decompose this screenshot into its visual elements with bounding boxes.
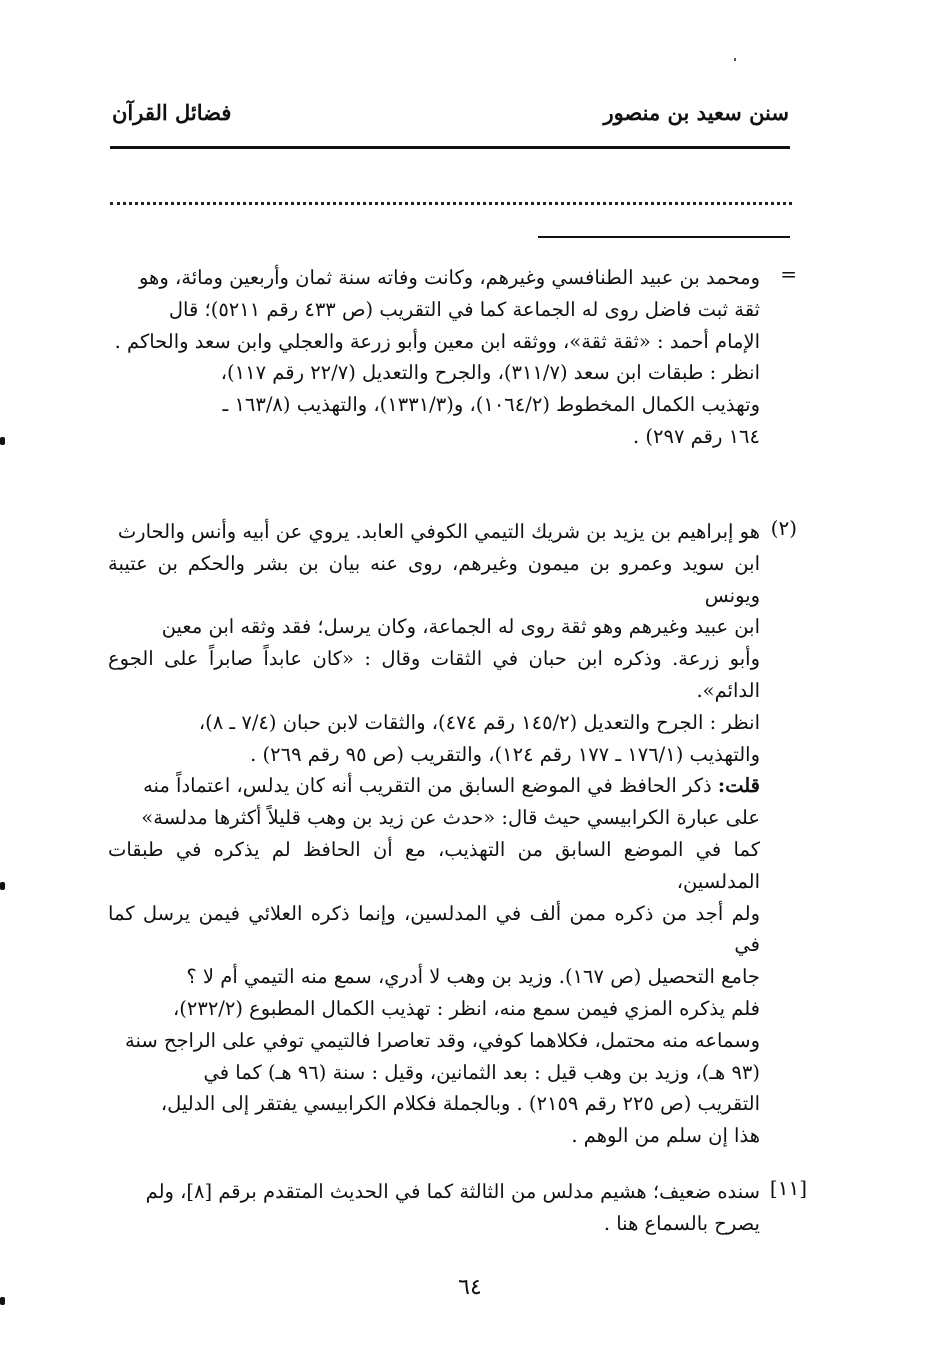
text-line: ١٦٤ رقم ٢٩٧) .	[633, 424, 760, 448]
footnote-2-marker: (٢)	[770, 516, 797, 540]
text-line: ومحمد بن عبيد الطنافسي وغيرهم، وكانت وفاته سنة ثمان وأربعين ومائة، وهو	[138, 266, 760, 289]
text-line: جامع التحصيل (ص ١٦٧). وزيد بن وهب لا أدري، سمع منه التيمي أم لا ؟	[186, 965, 760, 989]
dotted-separator	[110, 202, 792, 205]
footnote-continuation	[108, 262, 760, 453]
text-line: هو إبراهيم بن يزيد بن شريك التيمي الكوفي العابد. يروي عن أبيه وأنس والحارث	[117, 520, 760, 543]
text-line: انظر : طبقات ابن سعد (٣١١/٧)، والجرح والتعديل (٢٢/٧ رقم ١١٧)،	[220, 361, 760, 385]
footnote-2	[108, 516, 760, 1152]
footnote-11	[108, 1176, 760, 1240]
footnote-11-marker: [١١]	[769, 1176, 807, 1200]
text-line: وتهذيب الكمال المخطوط (١٠٦٤/٢)، و(١٣٣١/٣)، والتهذيب (١٦٣/٨ ـ	[222, 393, 760, 417]
text-line: سنده ضعيف؛ هشيم مدلس من الثالثة كما في الحديث المتقدم برقم [٨]، ولم	[145, 1180, 760, 1203]
text-line: ابن سويد وعمرو بن ميمون وغيرهم، روى عنه بيان بن بشر والحكم بن عتيبة ويونس	[108, 551, 760, 607]
text-line: هذا إن سلم من الوهم .	[571, 1124, 760, 1148]
text-line: انظر : الجرح والتعديل (١٤٥/٢ رقم ٤٧٤)، والثقات لابن حبان (٧/٤ ـ ٨)،	[198, 710, 760, 734]
running-header-section-title: فضائل القرآن	[112, 100, 232, 125]
text-line: وسماعه منه محتمل، فكلاهما كوفي، وقد تعاصرا فالتيمي توفي على الراجح سنة	[125, 1028, 760, 1052]
text-line: فلم يذكره المزي فيمن سمع منه، انظر : تهذيب الكمال المطبوع (٢٣٢/٢)،	[172, 996, 760, 1020]
text-line: ولم أجد من ذكره ممن ألف في المدلسين، وإنما ذكره العلائي فيمن يرسل كما في	[108, 901, 760, 957]
text-line: على عبارة الكرابيسي حيث قال: «حدث عن زيد بن وهب قليلاً أكثرها مدلسة»	[141, 806, 760, 830]
scan-mark	[0, 1297, 5, 1305]
text-line: ثقة ثبت فاضل روى له الجماعة كما في التقريب (ص ٤٣٣ رقم ٥٢١١)؛ قال	[168, 297, 760, 321]
text-line: ابن عبيد وغيرهم وهو ثقة روى له الجماعة، وكان يرسل؛ فقد وثقه ابن معين	[161, 615, 760, 639]
page-number: ٦٤	[458, 1275, 482, 1300]
footnote-continuation-marker: =	[780, 262, 797, 286]
running-header-book-title: سنن سعيد بن منصور	[603, 100, 789, 125]
text-line: يصرح بالسماع هنا .	[603, 1211, 760, 1235]
text-line: التقريب (ص ٢٢٥ رقم ٢١٥٩) . وبالجملة فكلام الكرابيسي يفتقر إلى الدليل،	[160, 1092, 760, 1116]
scan-mark	[0, 882, 5, 890]
text-line: الإمام أحمد : «ثقة ثقة»، ووثقه ابن معين وأبو زرعة والعجلي وابن سعد والحاكم .	[114, 329, 760, 353]
qult-label: قلت:	[717, 774, 760, 798]
text-line: كما في الموضع السابق من التهذيب، مع أن الحافظ لم يذكره في طبقات المدلسين،	[108, 837, 760, 893]
text-line: (٩٣ هـ)، وزيد بن وهب قيل : بعد الثمانين، وقيل : سنة (٩٦ هـ) كما في	[203, 1060, 760, 1084]
text-line: والتهذيب (١٧٦/١ ـ ١٧٧ رقم ١٢٤)، والتقريب (ص ٩٥ رقم ٢٦٩) .	[250, 742, 760, 766]
text-span: ذكر الحافظ في الموضع السابق من التقريب أنه كان يدلس، اعتماداً منه	[143, 774, 718, 798]
scan-mark	[0, 437, 5, 445]
text-line: وأبو زرعة. وذكره ابن حبان في الثقات وقال : «كان عابداً صابراً على الجوع الدائم».	[108, 647, 760, 702]
text-line	[108, 770, 760, 802]
header-rule	[110, 146, 790, 149]
footnote-separator	[538, 236, 790, 238]
scan-speck	[734, 58, 736, 61]
